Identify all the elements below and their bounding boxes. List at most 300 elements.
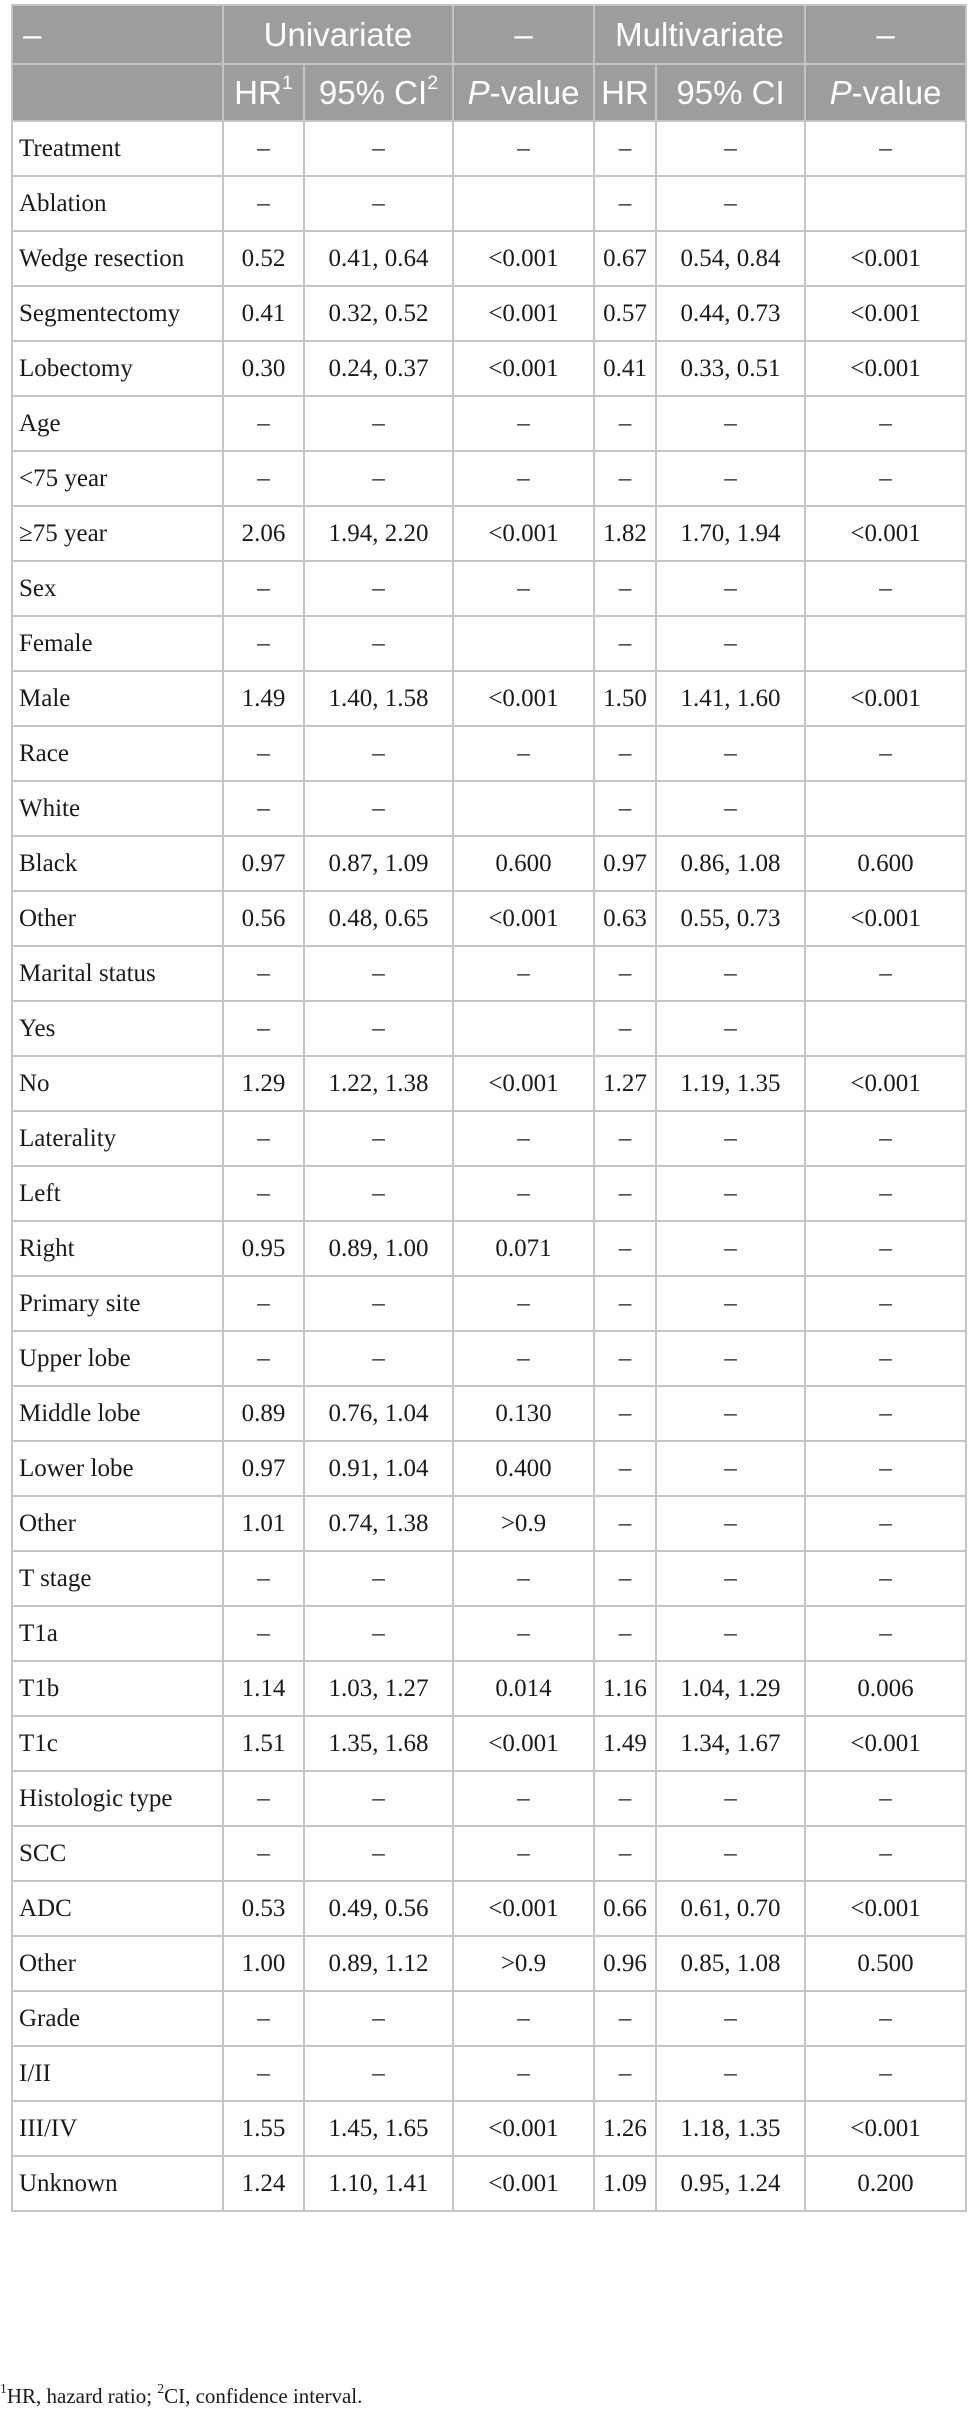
cell-p-univariate: – [453,1331,594,1386]
cell-p-univariate: – [453,1606,594,1661]
cell-ci-univariate: 0.76, 1.04 [304,1386,453,1441]
cell-p-multivariate: – [805,1771,966,1826]
cell-hr-univariate: 1.29 [223,1056,304,1111]
table-row [12,781,966,836]
cell-ci-multivariate: 1.18, 1.35 [656,2101,805,2156]
cell-p-univariate: – [453,726,594,781]
cell-hr-multivariate: 1.50 [594,671,656,726]
cell-p-multivariate: – [805,1991,966,2046]
cell-ci-multivariate: 1.41, 1.60 [656,671,805,726]
cell-hr-multivariate: – [594,781,656,836]
cell-ci-multivariate: – [656,1001,805,1056]
cell-p-multivariate: – [805,2046,966,2101]
cell-row-label: Other [12,1496,223,1551]
table-row [12,176,966,231]
cell-ci-univariate: 0.74, 1.38 [304,1496,453,1551]
cell-p-multivariate: – [805,1221,966,1276]
cell-hr-univariate: – [223,396,304,451]
cell-p-univariate: – [453,1771,594,1826]
cell-ci-multivariate: – [656,1826,805,1881]
hazard-ratio-table [11,4,967,2212]
cell-hr-univariate: – [223,1991,304,2046]
header-p-multivariate: P-value [805,64,966,121]
table-row [12,561,966,616]
cell-hr-multivariate: – [594,1771,656,1826]
cell-p-multivariate: – [805,1386,966,1441]
cell-ci-multivariate: – [656,1551,805,1606]
cell-hr-multivariate: – [594,561,656,616]
cell-hr-multivariate: – [594,1606,656,1661]
cell-hr-multivariate: – [594,1826,656,1881]
cell-hr-univariate: 1.24 [223,2156,304,2211]
cell-row-label: Race [12,726,223,781]
cell-hr-multivariate: – [594,396,656,451]
cell-p-multivariate: – [805,121,966,176]
cell-ci-univariate: 1.03, 1.27 [304,1661,453,1716]
cell-p-univariate: – [453,1991,594,2046]
cell-ci-univariate: – [304,121,453,176]
cell-row-label: SCC [12,1826,223,1881]
cell-hr-multivariate: 0.96 [594,1936,656,1991]
header-ci-multivariate: 95% CI [656,64,805,121]
table-row [12,616,966,671]
footnote: $^1$HR, hazard ratio; $^2$CI, confidence interval. [0,2380,363,2408]
cell-p-univariate: – [453,1551,594,1606]
table-row [12,1001,966,1056]
cell-row-label: III/IV [12,2101,223,2156]
cell-row-label: Yes [12,1001,223,1056]
table-body [12,121,966,2211]
cell-row-label: I/II [12,2046,223,2101]
cell-ci-univariate: – [304,176,453,231]
cell-hr-multivariate: – [594,1551,656,1606]
cell-hr-multivariate: – [594,1496,656,1551]
table-row [12,451,966,506]
cell-hr-univariate: – [223,1551,304,1606]
cell-p-multivariate: 0.600 [805,836,966,891]
cell-p-multivariate: 0.006 [805,1661,966,1716]
cell-ci-univariate: – [304,2046,453,2101]
cell-p-multivariate: – [805,726,966,781]
cell-row-label: ADC [12,1881,223,1936]
cell-p-univariate: <0.001 [453,286,594,341]
cell-ci-multivariate: – [656,396,805,451]
cell-ci-univariate: 0.24, 0.37 [304,341,453,396]
cell-p-univariate: <0.001 [453,341,594,396]
cell-hr-univariate: – [223,1826,304,1881]
cell-ci-univariate: – [304,781,453,836]
cell-row-label: Left [12,1166,223,1221]
cell-p-multivariate: – [805,1441,966,1496]
table-row [12,121,966,176]
cell-hr-multivariate: – [594,2046,656,2101]
cell-ci-univariate: 0.32, 0.52 [304,286,453,341]
cell-row-label: Age [12,396,223,451]
cell-p-univariate: <0.001 [453,2156,594,2211]
header-hr-multivariate: HR [594,64,656,121]
cell-hr-multivariate: 1.16 [594,1661,656,1716]
cell-p-univariate [453,176,594,231]
cell-p-univariate: – [453,451,594,506]
cell-p-univariate [453,1001,594,1056]
cell-p-univariate: 0.400 [453,1441,594,1496]
cell-row-label: Ablation [12,176,223,231]
cell-row-label: No [12,1056,223,1111]
cell-hr-univariate: – [223,726,304,781]
cell-p-univariate: <0.001 [453,1056,594,1111]
cell-hr-multivariate: – [594,1441,656,1496]
cell-hr-univariate: 0.30 [223,341,304,396]
cell-ci-multivariate: 1.34, 1.67 [656,1716,805,1771]
cell-row-label: Male [12,671,223,726]
cell-ci-univariate: – [304,1111,453,1166]
cell-p-multivariate: – [805,396,966,451]
cell-ci-multivariate: – [656,1771,805,1826]
cell-p-multivariate: – [805,1606,966,1661]
cell-hr-multivariate: 0.97 [594,836,656,891]
cell-row-label: Other [12,891,223,946]
cell-p-univariate [453,781,594,836]
cell-hr-multivariate: – [594,1111,656,1166]
cell-row-label: Treatment [12,121,223,176]
cell-hr-univariate: – [223,781,304,836]
cell-hr-multivariate: – [594,1276,656,1331]
cell-p-univariate: – [453,121,594,176]
table-row [12,671,966,726]
table-row [12,1111,966,1166]
cell-p-univariate: 0.600 [453,836,594,891]
cell-hr-univariate: – [223,1331,304,1386]
table-page [11,4,965,2212]
table-row [12,2046,966,2101]
table-row [12,1881,966,1936]
cell-ci-multivariate: – [656,561,805,616]
cell-ci-multivariate: – [656,1111,805,1166]
cell-ci-multivariate: 1.70, 1.94 [656,506,805,561]
cell-p-univariate: 0.014 [453,1661,594,1716]
cell-hr-multivariate: – [594,451,656,506]
cell-hr-multivariate: – [594,946,656,1001]
cell-p-univariate: <0.001 [453,891,594,946]
table-row [12,1441,966,1496]
table-row [12,2101,966,2156]
cell-row-label: Histologic type [12,1771,223,1826]
cell-p-univariate [453,616,594,671]
cell-ci-multivariate: – [656,1496,805,1551]
cell-ci-univariate: 1.22, 1.38 [304,1056,453,1111]
cell-hr-multivariate: 1.26 [594,2101,656,2156]
cell-p-multivariate [805,781,966,836]
header-blank-cell: – [12,5,223,64]
table-row [12,1771,966,1826]
cell-p-multivariate: – [805,1166,966,1221]
cell-p-univariate: – [453,396,594,451]
cell-ci-univariate: – [304,726,453,781]
cell-p-multivariate: – [805,1276,966,1331]
header-hr-univariate: $HR^1$ [223,64,304,121]
cell-hr-univariate: – [223,121,304,176]
cell-row-label: White [12,781,223,836]
header-dash-cell: – [805,5,966,64]
cell-p-multivariate: 0.500 [805,1936,966,1991]
header-row-groups [12,5,966,64]
table-row [12,2156,966,2211]
cell-p-multivariate: <0.001 [805,2101,966,2156]
cell-hr-univariate: – [223,2046,304,2101]
cell-ci-multivariate: 0.33, 0.51 [656,341,805,396]
cell-hr-univariate: 1.49 [223,671,304,726]
cell-ci-multivariate: 0.61, 0.70 [656,1881,805,1936]
cell-p-multivariate: – [805,946,966,1001]
cell-ci-univariate: – [304,1606,453,1661]
header-p-univariate: P-value [453,64,594,121]
cell-p-multivariate [805,616,966,671]
cell-hr-multivariate: – [594,1001,656,1056]
cell-row-label: Segmentectomy [12,286,223,341]
cell-ci-univariate: – [304,1991,453,2046]
cell-ci-univariate: – [304,451,453,506]
cell-p-univariate: – [453,1111,594,1166]
header-row-columns [12,64,966,121]
table-row [12,341,966,396]
cell-ci-univariate: 0.89, 1.12 [304,1936,453,1991]
cell-p-univariate: – [453,946,594,1001]
cell-p-univariate: – [453,1166,594,1221]
cell-ci-multivariate: – [656,1166,805,1221]
table-row [12,1716,966,1771]
cell-ci-univariate: – [304,1001,453,1056]
cell-row-label: Other [12,1936,223,1991]
cell-row-label: Middle lobe [12,1386,223,1441]
cell-hr-multivariate: 1.82 [594,506,656,561]
table-row [12,231,966,286]
cell-ci-multivariate: – [656,1221,805,1276]
cell-p-multivariate: <0.001 [805,1716,966,1771]
cell-p-univariate: <0.001 [453,2101,594,2156]
cell-p-univariate: 0.071 [453,1221,594,1276]
table-row [12,1606,966,1661]
cell-row-label: Grade [12,1991,223,2046]
cell-hr-multivariate: – [594,726,656,781]
cell-hr-multivariate: 0.66 [594,1881,656,1936]
table-row [12,946,966,1001]
table-row [12,1056,966,1111]
cell-hr-multivariate: – [594,176,656,231]
cell-hr-multivariate: – [594,1166,656,1221]
cell-p-univariate: – [453,2046,594,2101]
table-row [12,506,966,561]
cell-ci-univariate: 0.87, 1.09 [304,836,453,891]
cell-row-label: Lower lobe [12,1441,223,1496]
cell-row-label: Unknown [12,2156,223,2211]
cell-hr-univariate: 0.56 [223,891,304,946]
cell-ci-multivariate: – [656,616,805,671]
cell-ci-univariate: 1.40, 1.58 [304,671,453,726]
cell-row-label: T1c [12,1716,223,1771]
cell-p-multivariate: – [805,1496,966,1551]
cell-hr-multivariate: – [594,1331,656,1386]
table-row [12,1331,966,1386]
table-row [12,1276,966,1331]
cell-ci-univariate: – [304,1771,453,1826]
cell-ci-multivariate: 0.44, 0.73 [656,286,805,341]
table-row [12,891,966,946]
cell-hr-multivariate: 0.63 [594,891,656,946]
cell-ci-univariate: – [304,561,453,616]
table-row [12,1936,966,1991]
cell-ci-multivariate: – [656,2046,805,2101]
cell-ci-multivariate: – [656,1386,805,1441]
cell-ci-univariate: – [304,1551,453,1606]
table-row [12,1496,966,1551]
cell-hr-univariate: 0.95 [223,1221,304,1276]
cell-ci-multivariate: – [656,726,805,781]
table-row [12,396,966,451]
cell-hr-univariate: – [223,1606,304,1661]
cell-p-multivariate: <0.001 [805,341,966,396]
cell-row-label: T1a [12,1606,223,1661]
cell-hr-multivariate: 0.67 [594,231,656,286]
cell-ci-multivariate: 0.85, 1.08 [656,1936,805,1991]
cell-hr-multivariate: – [594,1386,656,1441]
cell-p-multivariate: – [805,1331,966,1386]
cell-hr-univariate: – [223,561,304,616]
cell-p-univariate: – [453,561,594,616]
header-ci-univariate: 95% $CI^2$ [304,64,453,121]
cell-hr-univariate: – [223,1276,304,1331]
cell-hr-univariate: 1.55 [223,2101,304,2156]
table-row [12,726,966,781]
cell-row-label: ≥75 year [12,506,223,561]
cell-hr-univariate: 1.51 [223,1716,304,1771]
cell-p-multivariate: – [805,561,966,616]
cell-p-univariate: <0.001 [453,1716,594,1771]
cell-ci-multivariate: – [656,1991,805,2046]
cell-ci-multivariate: – [656,1441,805,1496]
header-empty-cell [12,64,223,121]
cell-hr-multivariate: 0.41 [594,341,656,396]
cell-ci-univariate: 0.91, 1.04 [304,1441,453,1496]
cell-row-label: Wedge resection [12,231,223,286]
cell-hr-univariate: 2.06 [223,506,304,561]
cell-row-label: Primary site [12,1276,223,1331]
cell-hr-univariate: 0.52 [223,231,304,286]
cell-ci-univariate: – [304,616,453,671]
cell-ci-univariate: 1.45, 1.65 [304,2101,453,2156]
cell-ci-multivariate: 0.86, 1.08 [656,836,805,891]
cell-ci-multivariate: 0.95, 1.24 [656,2156,805,2211]
cell-ci-univariate: 0.41, 0.64 [304,231,453,286]
cell-ci-univariate: 0.89, 1.00 [304,1221,453,1276]
cell-hr-multivariate: 1.49 [594,1716,656,1771]
cell-hr-univariate: 1.14 [223,1661,304,1716]
cell-p-univariate: <0.001 [453,1881,594,1936]
cell-hr-univariate: 0.97 [223,1441,304,1496]
cell-hr-multivariate: – [594,1991,656,2046]
cell-hr-univariate: 0.89 [223,1386,304,1441]
cell-ci-multivariate: – [656,946,805,1001]
cell-hr-univariate: 1.00 [223,1936,304,1991]
cell-row-label: Black [12,836,223,891]
cell-hr-univariate: 0.53 [223,1881,304,1936]
table-row [12,286,966,341]
cell-p-univariate: >0.9 [453,1496,594,1551]
cell-ci-multivariate: – [656,451,805,506]
cell-ci-multivariate: – [656,121,805,176]
cell-row-label: Lobectomy [12,341,223,396]
cell-hr-univariate: – [223,176,304,231]
cell-row-label: Laterality [12,1111,223,1166]
cell-p-multivariate: <0.001 [805,891,966,946]
cell-ci-univariate: – [304,946,453,1001]
cell-ci-univariate: – [304,396,453,451]
cell-row-label: T stage [12,1551,223,1606]
cell-p-multivariate: 0.200 [805,2156,966,2211]
cell-hr-multivariate: – [594,616,656,671]
cell-hr-univariate: – [223,946,304,1001]
cell-ci-univariate: 0.49, 0.56 [304,1881,453,1936]
cell-p-univariate: – [453,1826,594,1881]
cell-p-univariate: 0.130 [453,1386,594,1441]
cell-p-multivariate: <0.001 [805,1056,966,1111]
cell-hr-multivariate: 1.27 [594,1056,656,1111]
cell-row-label: Marital status [12,946,223,1001]
cell-hr-univariate: – [223,1001,304,1056]
cell-ci-univariate: – [304,1331,453,1386]
cell-p-univariate: >0.9 [453,1936,594,1991]
cell-ci-univariate: – [304,1166,453,1221]
cell-hr-multivariate: 1.09 [594,2156,656,2211]
cell-ci-multivariate: – [656,176,805,231]
table-row [12,1826,966,1881]
cell-ci-multivariate: – [656,1276,805,1331]
cell-hr-univariate: – [223,1166,304,1221]
cell-hr-univariate: – [223,616,304,671]
cell-row-label: Female [12,616,223,671]
cell-p-multivariate: – [805,451,966,506]
cell-hr-univariate: 0.97 [223,836,304,891]
cell-row-label: T1b [12,1661,223,1716]
cell-ci-univariate: 1.10, 1.41 [304,2156,453,2211]
cell-hr-multivariate: 0.57 [594,286,656,341]
cell-p-univariate: <0.001 [453,506,594,561]
cell-ci-univariate: – [304,1276,453,1331]
cell-p-multivariate: <0.001 [805,286,966,341]
cell-ci-multivariate: 1.04, 1.29 [656,1661,805,1716]
cell-row-label: Sex [12,561,223,616]
cell-p-univariate: <0.001 [453,231,594,286]
cell-hr-univariate: – [223,1771,304,1826]
table-row [12,1991,966,2046]
header-dash-cell: – [453,5,594,64]
cell-ci-multivariate: 0.55, 0.73 [656,891,805,946]
cell-p-multivariate: – [805,1551,966,1606]
cell-ci-multivariate: 0.54, 0.84 [656,231,805,286]
table-row [12,1551,966,1606]
cell-ci-multivariate: 1.19, 1.35 [656,1056,805,1111]
cell-p-univariate: <0.001 [453,671,594,726]
cell-hr-univariate: – [223,1111,304,1166]
table-row [12,1221,966,1276]
cell-p-multivariate: – [805,1111,966,1166]
cell-row-label: <75 year [12,451,223,506]
cell-ci-multivariate: – [656,1606,805,1661]
cell-ci-univariate: 1.35, 1.68 [304,1716,453,1771]
cell-hr-multivariate: – [594,121,656,176]
table-row [12,1166,966,1221]
cell-p-multivariate: – [805,1826,966,1881]
cell-p-univariate: – [453,1276,594,1331]
